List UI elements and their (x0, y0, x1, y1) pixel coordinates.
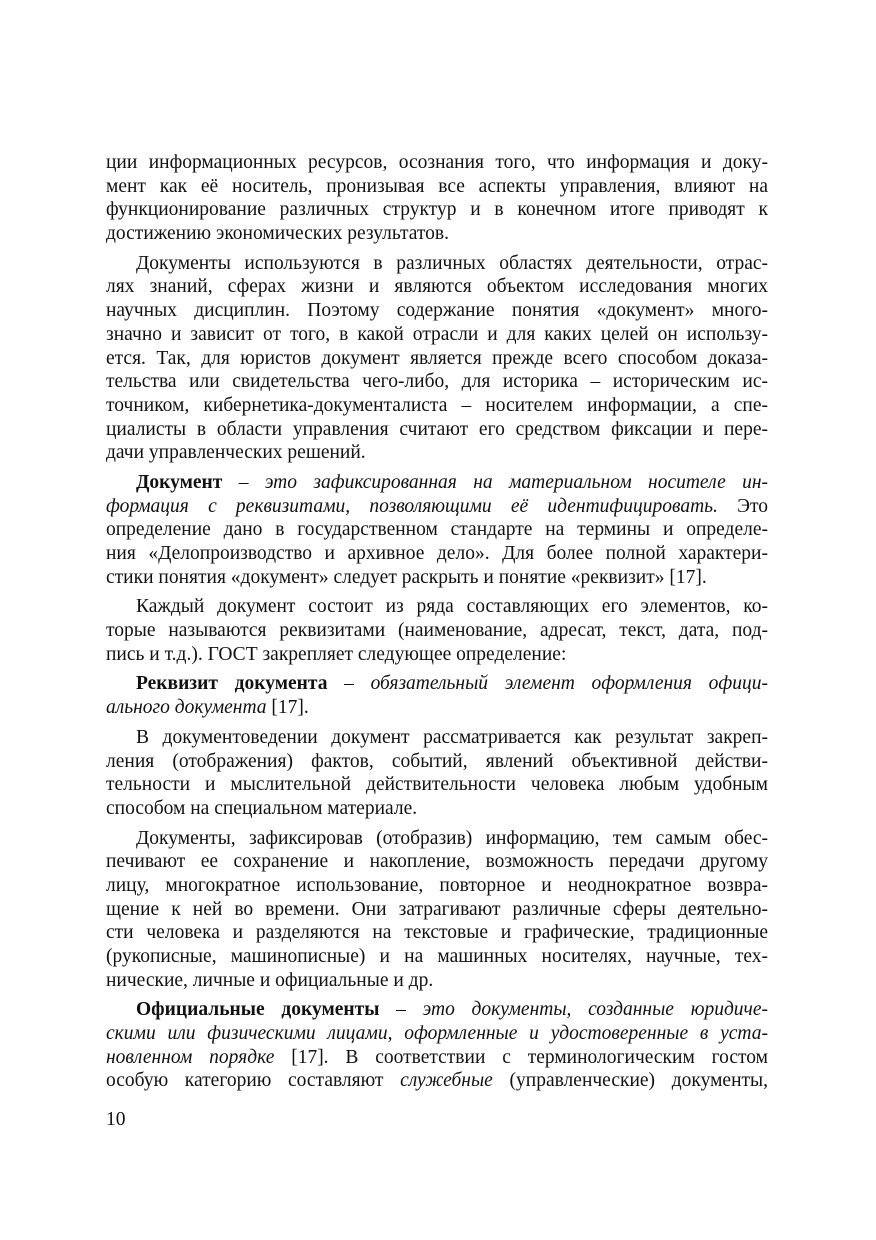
text-run: печивают ее сохранение и накопление, возможность передачи другому (106, 851, 768, 873)
text-line (106, 471, 768, 495)
text-run: значно и зависит от того, в какой отрасли и для каких целей он использу- (106, 323, 768, 345)
paragraph (106, 595, 768, 666)
text-run: сти человека и разделяются на текстовые и графические, традиционные (106, 922, 768, 944)
text-line (106, 299, 768, 323)
paragraph (106, 672, 768, 719)
definition-italic: формация с реквизитами, позволяющими её идентифицировать. (106, 495, 718, 517)
text-run: тельности и мыслительной действительности человека любым удобным (106, 774, 768, 796)
text-line (106, 921, 768, 945)
text-line (106, 518, 768, 542)
text-line (106, 969, 768, 993)
text-run: Документы используются в различных областях деятельности, отрас- (136, 252, 768, 274)
text-run: способом на специальном материале. (106, 797, 418, 819)
term-bold: Документ (136, 471, 223, 493)
text-run: (рукописные, машинописные) и на машинных носителях, научные, тех- (106, 946, 768, 967)
text-line (106, 495, 768, 519)
text-line (106, 827, 768, 851)
paragraph (106, 252, 768, 465)
text-run: Документы, зафиксировав (отобразив) информацию, тем самым обес- (136, 827, 768, 849)
text-line (106, 750, 768, 774)
text-run: [17]. В соответствии с терминологическим гостом (274, 1046, 768, 1068)
text-line (106, 418, 768, 442)
text-run: циалисты в области управления считают его средством фиксации и пере- (106, 418, 768, 440)
text-line (106, 441, 768, 465)
text-run: торые называются реквизитами (наименование, адресат, текст, дата, под- (106, 620, 768, 642)
text-run: – (327, 673, 371, 695)
text-run: ния «Делопроизводство и архивное дело». Для более полной характери- (106, 543, 768, 564)
definition-italic: это зафиксированная на материальном носителе ин- (264, 471, 769, 493)
text-line (106, 773, 768, 797)
text-run: Это (717, 495, 768, 517)
text-run: определение дано в государственном стандарте на термины и определе- (106, 519, 768, 541)
page-number: 10 (106, 1109, 126, 1130)
paragraph (106, 827, 768, 993)
definition-italic: новленном порядке (106, 1046, 275, 1068)
text-line (106, 566, 768, 590)
page-body (106, 151, 768, 1099)
text-run: мент как её носитель, пронизывая все аспекты управления, влияют на (106, 175, 768, 197)
text-run: ции информационных ресурсов, осознания того, что информация и доку- (106, 152, 768, 173)
text-line (106, 542, 768, 566)
text-line (106, 850, 768, 874)
text-line (106, 945, 768, 969)
text-run: – (222, 471, 265, 493)
text-line (106, 998, 768, 1022)
text-run: Каждый документ состоит из ряда составляющих его элементов, ко- (136, 596, 768, 618)
paragraph (106, 151, 768, 246)
text-run: – (379, 999, 423, 1021)
paragraph (106, 998, 768, 1093)
text-line (106, 619, 768, 643)
text-line (106, 222, 768, 246)
definition-italic: скими или физическими лицами, оформленные и удостоверенные в уста- (106, 1023, 768, 1045)
text-run: функционирование различных структур и в конечном итоге приводят к (106, 199, 768, 221)
text-line (106, 672, 768, 696)
paragraph (106, 726, 768, 821)
text-line (106, 1069, 768, 1093)
text-line (106, 643, 768, 667)
text-run: дачи управленческих решений. (106, 442, 366, 464)
definition-italic: это документы, созданные юридиче- (422, 999, 769, 1021)
text-run: стики понятия «документ» следует раскрыть и понятие «реквизит» [17]. (106, 566, 707, 588)
text-run: достижению экономических результатов. (106, 223, 450, 245)
text-line (106, 370, 768, 394)
text-run: нические, личные и официальные и др. (106, 969, 434, 991)
term-bold: Реквизит документа (136, 673, 328, 695)
paragraph (106, 471, 768, 589)
text-line (106, 1046, 768, 1070)
text-line (106, 696, 768, 720)
text-line (106, 347, 768, 371)
text-run: особую категорию составляют (106, 1070, 401, 1092)
text-run: [17]. (266, 697, 309, 719)
text-line (106, 797, 768, 821)
text-line (106, 726, 768, 750)
text-line (106, 151, 768, 175)
text-line (106, 898, 768, 922)
text-run: щение к ней во времени. Они затрагивают различные сферы деятельно- (106, 898, 768, 920)
text-run: тельства или свидетельства чего-либо, для историка – историческим ис- (106, 371, 768, 393)
text-run: ется. Так, для юристов документ является прежде всего способом доказа- (106, 347, 768, 369)
text-line (106, 252, 768, 276)
text-line (106, 394, 768, 418)
text-line (106, 1022, 768, 1046)
text-run: ления (отображения) фактов, событий, явлений объективной действи- (106, 750, 768, 772)
definition-italic: обязательный элемент оформления офици- (370, 673, 768, 695)
text-run: научных дисциплин. Поэтому содержание понятия «документ» много- (106, 300, 768, 322)
text-run: В документоведении документ рассматривается как результат закреп- (136, 726, 768, 748)
text-run: точником, кибернетика-документалиста – носителем информации, а спе- (106, 394, 768, 416)
text-run: лях знаний, сферах жизни и являются объектом исследования многих (106, 276, 768, 298)
text-line (106, 198, 768, 222)
text-line (106, 874, 768, 898)
text-line (106, 323, 768, 347)
definition-italic: служебные (400, 1070, 493, 1092)
text-run: лицу, многократное использование, повторное и неоднократное возвра- (106, 874, 768, 896)
text-line (106, 595, 768, 619)
text-line (106, 175, 768, 199)
text-run: пись и т.д.). ГОСТ закрепляет следующее определение: (106, 643, 567, 665)
text-line (106, 275, 768, 299)
term-bold: Официальные документы (136, 999, 380, 1021)
definition-italic: ального документа (106, 697, 267, 719)
text-run: (управленческие) документы, (492, 1070, 769, 1092)
